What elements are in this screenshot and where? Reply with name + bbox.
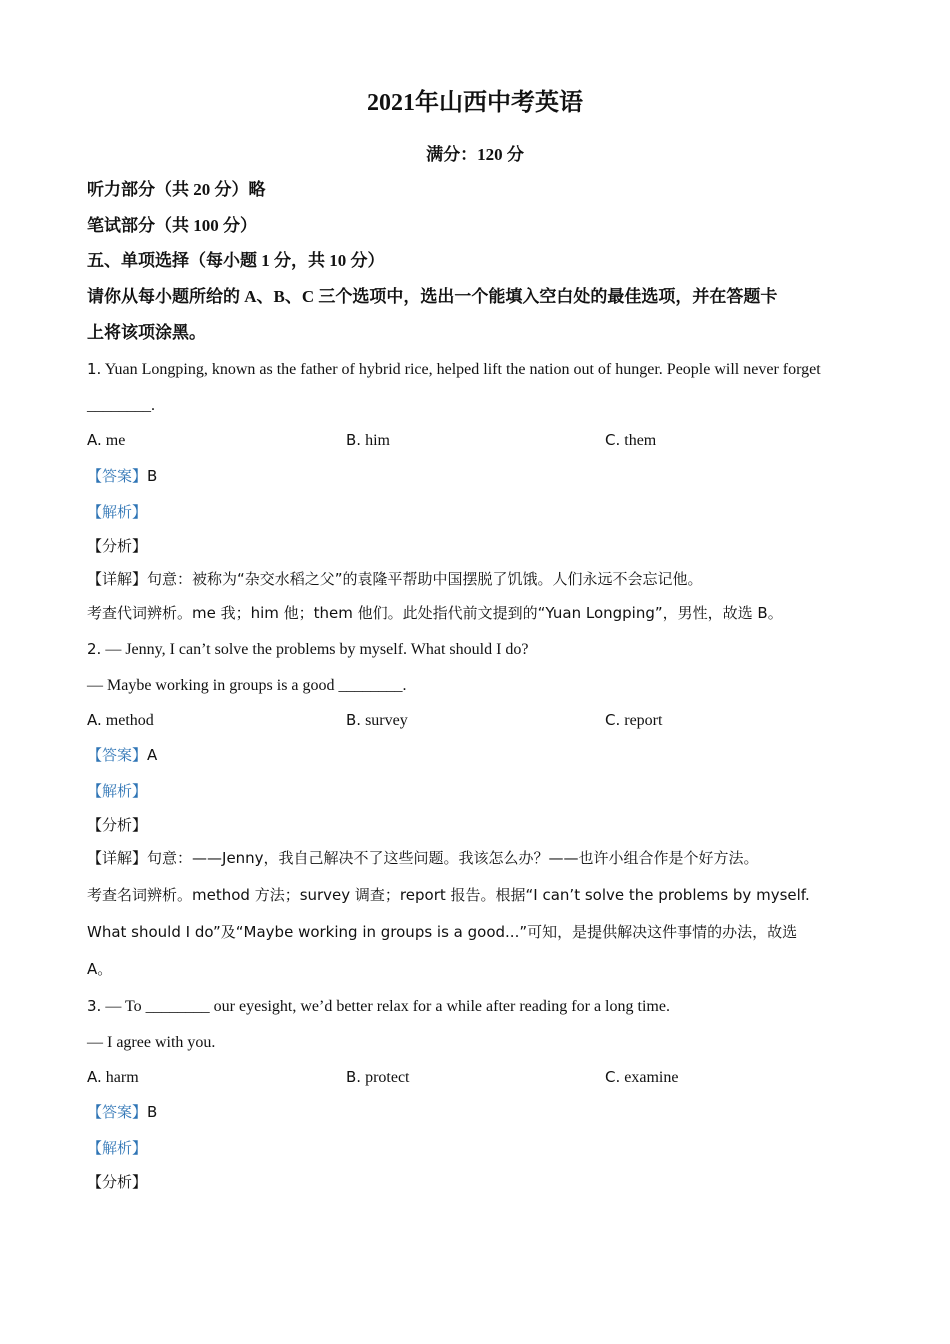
- question-3-option-c: [605, 1067, 678, 1088]
- listening-section: 听力部分（共 20 分）略: [87, 180, 266, 199]
- option-text: method: [105, 712, 154, 729]
- detail-text: 句意：——Jenny，我自己解决不了这些问题。我该怎么办？——也许小组合作是个好方法。: [147, 849, 759, 867]
- question-3-analysis-tag: 【分析】: [87, 1173, 148, 1191]
- question-number: 1.: [87, 360, 102, 378]
- question-1-option-a: [87, 430, 125, 451]
- question-1-option-c: [605, 430, 656, 451]
- option-text: protect: [365, 1069, 410, 1086]
- answer-value: B: [147, 467, 158, 485]
- option-text: survey: [365, 712, 408, 729]
- option-text: them: [624, 432, 657, 449]
- option-label: B.: [346, 711, 362, 729]
- question-2-option-a: [87, 710, 154, 731]
- instruction-line-2: 上将该项涂黑。: [87, 323, 206, 342]
- question-2-detail-line-3: What should I do”及“Maybe working in groups is a good...”可知，是提供解决这件事情的办法，故选: [87, 923, 798, 941]
- part5-heading: 五、单项选择（每小题 1 分，共 10 分）: [87, 251, 385, 270]
- question-number: 3.: [87, 997, 102, 1015]
- question-text: — To ________ our eyesight, we’d better relax for a while after reading for a long time.: [105, 998, 670, 1015]
- score-line: 满分：120 分: [426, 145, 524, 164]
- option-label: B.: [346, 1068, 362, 1086]
- option-text: me: [105, 432, 126, 449]
- question-3-answer: [87, 1102, 157, 1122]
- detail-tag: 【详解】: [87, 570, 148, 588]
- question-2-stem-line-2: — Maybe working in groups is a good ________.: [87, 677, 407, 694]
- option-label: A.: [87, 711, 102, 729]
- detail-tag: 【详解】: [87, 849, 148, 867]
- answer-value: B: [147, 1103, 158, 1121]
- written-section: 笔试部分（共 100 分）: [87, 216, 257, 235]
- question-number: 2.: [87, 640, 102, 658]
- question-2-stem-line-1: [87, 639, 529, 660]
- instruction-line-1: 请你从每小题所给的 A、B、C 三个选项中，选出一个能填入空白处的最佳选项，并在答题卡: [87, 287, 778, 306]
- question-2-option-b: [346, 710, 408, 731]
- question-1-detail-line-1: [87, 569, 703, 589]
- question-2-detail-line-2: 考查名词辨析。method 方法；survey 调查；report 报告。根据“I can’t solve the problems by myself.: [87, 886, 810, 904]
- question-1-option-b: [346, 430, 390, 451]
- option-label: A.: [87, 431, 102, 449]
- option-text: examine: [624, 1069, 679, 1086]
- question-2-analysis-tag: 【分析】: [87, 816, 148, 834]
- question-2-explanation-tag: 【解析】: [87, 782, 148, 800]
- question-text: — Jenny, I can’t solve the problems by myself. What should I do?: [105, 641, 529, 658]
- option-label: C.: [605, 431, 621, 449]
- question-2-detail-line-1: [87, 848, 759, 868]
- question-2-answer: [87, 745, 157, 765]
- question-1-answer: [87, 466, 157, 486]
- answer-tag: 【答案】: [87, 746, 148, 764]
- answer-value: A: [147, 746, 158, 764]
- question-2-option-c: [605, 710, 662, 731]
- question-3-explanation-tag: 【解析】: [87, 1139, 148, 1157]
- question-1-explanation-tag: 【解析】: [87, 503, 148, 521]
- question-1-stem-line-2: ________.: [87, 397, 155, 414]
- question-1-stem-line-1: [87, 359, 821, 380]
- question-1-detail-line-2: 考查代词辨析。me 我；him 他；them 他们。此处指代前文提到的“Yuan Longping”，男性，故选 B。: [87, 604, 783, 622]
- question-1-analysis-tag: 【分析】: [87, 537, 148, 555]
- question-2-detail-line-4: A。: [87, 960, 113, 978]
- question-3-stem-line-2: — I agree with you.: [87, 1034, 216, 1051]
- option-label: C.: [605, 1068, 621, 1086]
- option-text: him: [365, 432, 390, 449]
- question-text: Yuan Longping, known as the father of hybrid rice, helped lift the nation out of hunger. People will never forget: [104, 361, 821, 378]
- answer-tag: 【答案】: [87, 1103, 148, 1121]
- option-label: C.: [605, 711, 621, 729]
- question-3-stem-line-1: [87, 996, 670, 1017]
- page-title: 2021年山西中考英语: [367, 90, 583, 116]
- option-text: harm: [105, 1069, 139, 1086]
- option-label: A.: [87, 1068, 102, 1086]
- option-label: B.: [346, 431, 362, 449]
- question-3-option-b: [346, 1067, 409, 1088]
- option-text: report: [624, 712, 663, 729]
- detail-text: 句意：被称为“杂交水稻之父”的袁隆平帮助中国摆脱了饥饿。人们永远不会忘记他。: [147, 570, 703, 588]
- answer-tag: 【答案】: [87, 467, 148, 485]
- question-3-option-a: [87, 1067, 139, 1088]
